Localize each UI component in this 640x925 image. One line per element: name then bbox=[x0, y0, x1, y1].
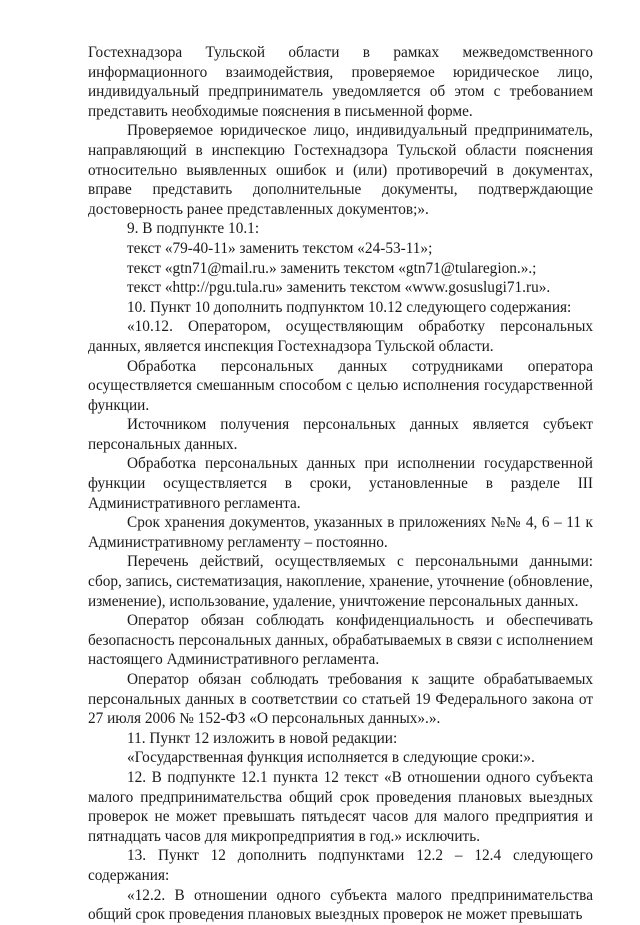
paragraph-continuation: Гостехнадзора Тульской области в рамках межведомственного информационного взаимодействия, проверяемое юридическое лицо, индивидуальный предприниматель уведомляется об этом с требованием представить необходимые пояснения в письменной форме. bbox=[88, 44, 593, 120]
paragraph-processing-terms: Обработка персональных данных при исполнении государственной функции осуществляется в сроки, установленные в разделе III Административного регламента. bbox=[88, 455, 593, 512]
paragraph-confidentiality: Оператор обязан соблюдать конфиденциальность и обеспечивать безопасность персональных данных, обрабатываемых в связи с исполнением настоящего Административного регламента. bbox=[88, 612, 593, 669]
paragraph-12-2: «12.2. В отношении одного субъекта малого предпринимательства общий срок проведения плановых выездных проверок не может превышать bbox=[88, 886, 593, 924]
paragraph-storage-term: Срок хранения документов, указанных в приложениях №№ 4, 6 – 11 к Административному регламенту – постоянно. bbox=[88, 514, 593, 551]
paragraph-item-10: 10. Пункт 10 дополнить подпунктом 10.12 следующего содержания: bbox=[127, 298, 572, 316]
paragraph-new-wording: «Государственная функция исполняется в следующие сроки:». bbox=[127, 749, 535, 767]
paragraph-item-12: 12. В подпункте 12.1 пункта 12 текст «В отношении одного субъекта малого предпринимательства общий срок проведения плановых выездных проверок не может превышать пятьдесят часов для малого предприятия и пятнадцать часов для микропредприятия в год.» исключить. bbox=[88, 768, 593, 845]
paragraph-item-11: 11. Пункт 12 изложить в новой редакции: bbox=[127, 729, 398, 747]
document-body bbox=[88, 43, 593, 925]
paragraph-item-13: 13. Пункт 12 дополнить подпунктами 12.2 – 12.4 следующего содержания: bbox=[88, 847, 593, 884]
paragraph-email-replacement: текст «gtn71@mail.ru.» заменить текстом «gtn71@tularegion.».; bbox=[127, 259, 537, 277]
paragraph-explanations: Проверяемое юридическое лицо, индивидуальный предприниматель, направляющий в инспекцию Гостехнадзора Тульской области пояснения относительно выявленных ошибок и (или) противоречий в документах, вправе представить дополнительные документы, подтверждающие достоверность ранее представленных документов;». bbox=[88, 122, 593, 218]
paragraph-protection-requirements: Оператор обязан соблюдать требования к защите обрабатываемых персональных данных в соответствии со статьей 19 Федерального закона от 27 июля 2006 № 152-ФЗ «О персональных данных».». bbox=[88, 671, 593, 728]
paragraph-phone-replacement: текст «79-40-11» заменить текстом «24-53-11»; bbox=[127, 239, 433, 257]
paragraph-processing-method: Обработка персональных данных сотрудниками оператора осуществляется смешанным способом с целью исполнения государственной функции. bbox=[88, 357, 593, 414]
paragraph-actions-list: Перечень действий, осуществляемых с персональными данными: сбор, запись, систематизация, накопление, хранение, уточнение (обновление, изменение), использование, удаление, уничтожение персональных данных. bbox=[88, 553, 593, 610]
paragraph-10-12-operator: «10.12. Оператором, осуществляющим обработку персональных данных, является инспекция Гостехнадзора Тульской области. bbox=[88, 318, 593, 355]
paragraph-url-replacement: текст «http://pgu.tula.ru» заменить текстом «www.gosuslugi71.ru». bbox=[127, 279, 551, 297]
paragraph-data-source: Источником получения персональных данных является субъект персональных данных. bbox=[88, 416, 593, 453]
paragraph-item-9: 9. В подпункте 10.1: bbox=[127, 220, 260, 238]
